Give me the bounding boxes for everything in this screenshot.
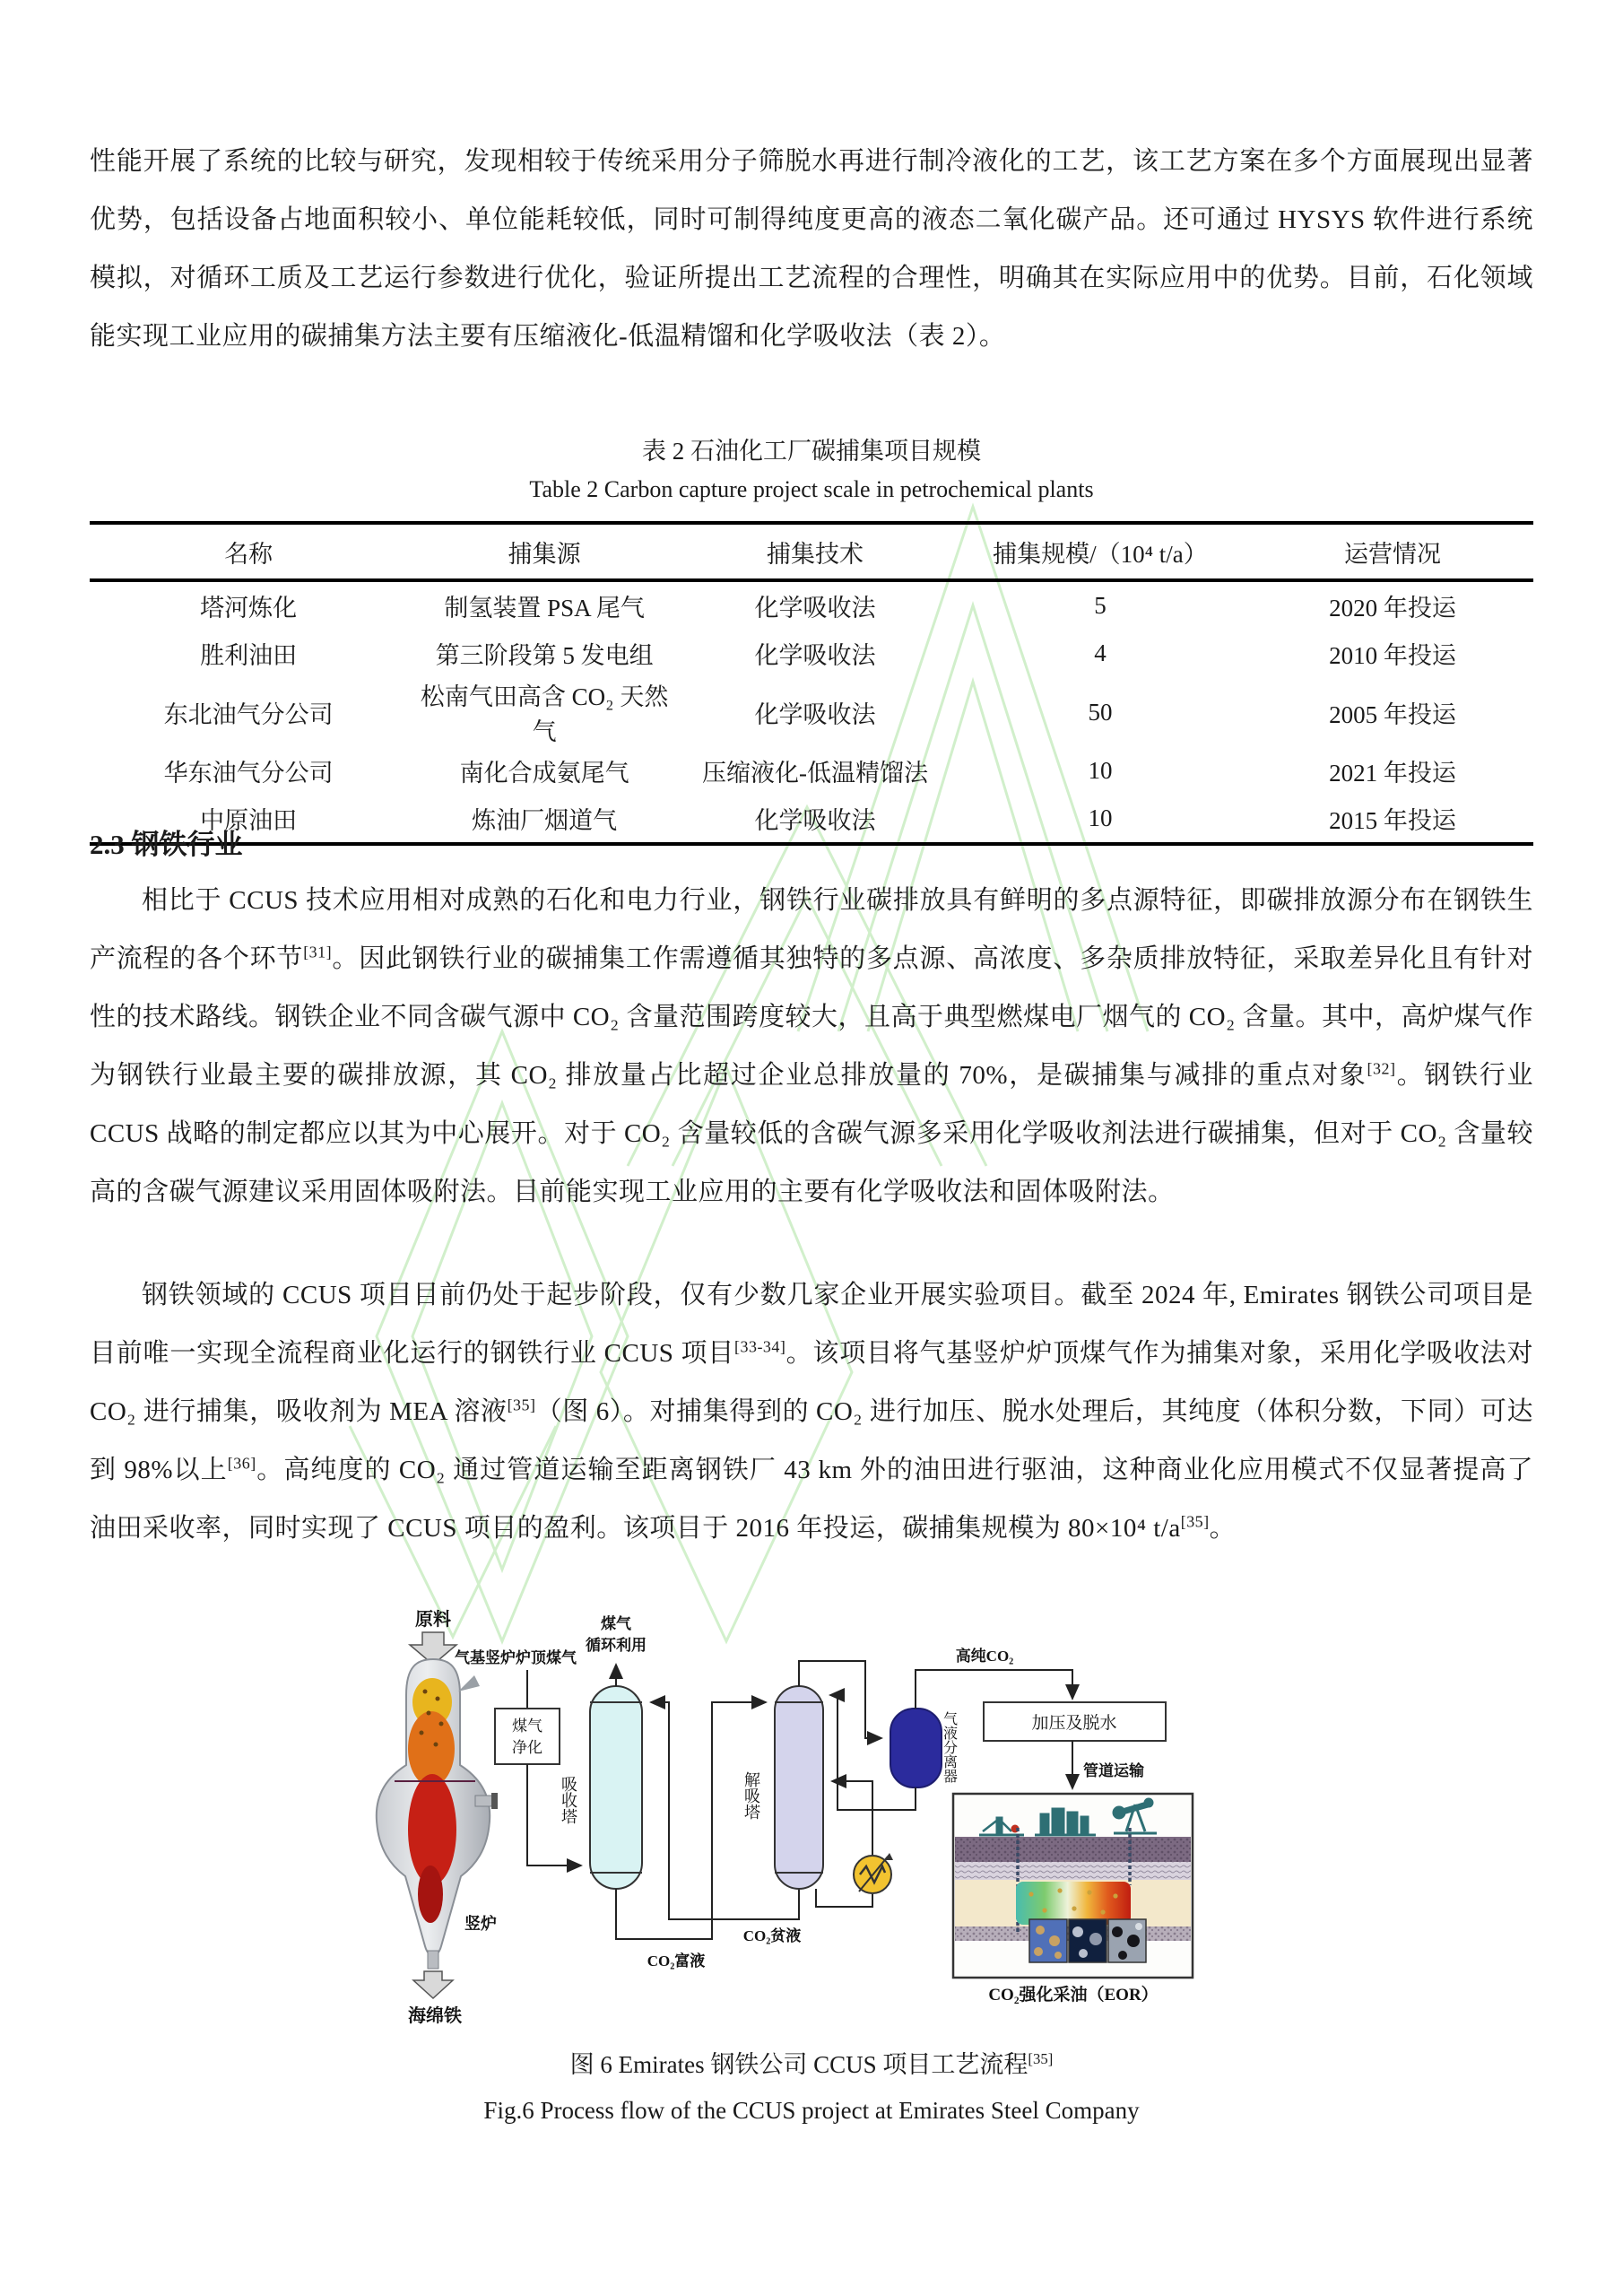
- cell: 制氢装置 PSA 尾气: [444, 595, 645, 622]
- pipeline-label: 管道运输: [1083, 1762, 1144, 1779]
- table-row: [90, 677, 1533, 747]
- cell: 化学吸收法: [754, 642, 876, 669]
- cell: 10: [1088, 804, 1113, 831]
- col-header-tech: 捕集技术: [681, 523, 949, 580]
- col-header-source: 捕集源: [407, 523, 681, 580]
- cell: 胜利油田: [200, 642, 298, 669]
- cell: 10: [1088, 757, 1113, 784]
- figure6-caption-zh: 图 6 Emirates 钢铁公司 CCUS 项目工艺流程[35]: [569, 2050, 1054, 2078]
- cell: 炼油厂烟道气: [472, 807, 618, 834]
- intro-paragraph: 性能开展了系统的比较与研究，发现相较于传统采用分子筛脱水再进行制冷液化的工艺，该工艺方案在多个方面展现出显著优势，包括设备占地面积较小、单位能耗较低，同时可制得纯度更高的液态二氧化碳产品。还可通过 HYSYS 软件进行系统模拟，对循环工质及工艺运行参数进行优化，验证所提出工艺流程的合理性，明确其在实际应用中的优势。目前，石化领域能实现工业应用的碳捕集方法主要有压缩液化-低温精馏和化学吸收法（表 2）。: [90, 147, 1533, 351]
- furnace-side-nozzle-tip: [491, 1793, 498, 1809]
- table-row: [90, 747, 1533, 795]
- gas-recycle-label-2: 循环利用: [586, 1637, 647, 1654]
- furnace-burden-darkred: [418, 1866, 443, 1923]
- table2-header-row: [90, 523, 1533, 580]
- gas-purification-unit: [495, 1670, 581, 1866]
- cell: 50: [1088, 698, 1113, 726]
- cell: 中原油田: [200, 807, 298, 834]
- lean-liquid-label: CO₂贫液: [742, 1927, 802, 1944]
- top-gas-label: 气基竖炉炉顶煤气: [455, 1649, 577, 1666]
- absorber-label: 吸收塔: [560, 1776, 577, 1824]
- separator-label: 气液分离器: [941, 1711, 957, 1783]
- eor-illustration: [953, 1794, 1193, 2005]
- cell: 华东油气分公司: [163, 760, 334, 787]
- pure-co2-label: 高纯CO₂: [955, 1648, 1014, 1665]
- discharge-arrow-icon: [413, 1971, 453, 1998]
- cell: 第三阶段第 5 发电组: [435, 642, 654, 669]
- rich-liquid-label: CO₂富液: [647, 1952, 706, 1970]
- reboiler-exchanger-group: [816, 1781, 893, 1907]
- cell: 2005 年投运: [1329, 700, 1456, 728]
- col-header-name: 名称: [90, 523, 407, 580]
- gas-purify-label-1: 煤气: [512, 1718, 542, 1735]
- gas-liquid-separator-vessel: [890, 1709, 942, 1787]
- desorber-column-group: [742, 1686, 823, 1889]
- cell: 2020 年投运: [1329, 595, 1456, 622]
- table2: [90, 521, 1533, 846]
- co2-plume: [1016, 1882, 1131, 1925]
- table2-caption-zh: 表 2 石油化工厂碳捕集项目规模: [642, 438, 981, 465]
- cell: 2010 年投运: [1329, 642, 1456, 669]
- cell: 南化合成氨尾气: [459, 760, 629, 787]
- cell: 2021 年投运: [1329, 760, 1456, 787]
- eor-caption: CO₂强化采油（EOR）: [988, 1986, 1159, 2005]
- section-heading-2-3: 2.3 钢铁行业: [90, 829, 243, 860]
- cell: 化学吸收法: [754, 595, 876, 622]
- compression-dehydration-label: 加压及脱水: [1031, 1714, 1117, 1733]
- shaft-furnace-label: 竖炉: [464, 1915, 497, 1933]
- table2-caption-en: Table 2 Carbon capture project scale in petrochemical plants: [529, 476, 1094, 502]
- table-row: [90, 580, 1533, 630]
- figure6-caption-en: Fig.6 Process flow of the CCUS project at Emirates Steel Company: [483, 2097, 1140, 2124]
- cell: 化学吸收法: [754, 700, 876, 728]
- top-gas-arrow-icon: [458, 1675, 480, 1692]
- col-header-status: 运营情况: [1252, 523, 1533, 580]
- section-paragraph-1: 相比于 CCUS 技术应用相对成熟的石化和电力行业，钢铁行业碳排放具有鲜明的多点源特征，即碳排放源分布在钢铁生产流程的各个环节[31]。因此钢铁行业的碳捕集工作需遵循其独特的多点源、高浓度、多杂质排放特征，采取差异化且有针对性的技术路线。钢铁企业不同含碳气源中 CO₂ 含量范围跨度较大，且高于典型燃煤电厂烟气的 CO₂ 含量。其中，高炉煤气作为钢铁行业最主要的碳排放源，其 CO₂ 排放量占比超过企业总排放量的 70%，是碳捕集与减排的重点对象[32]。钢铁行业 CCUS 战略的制定都应以其为中心展开。对于 CO₂ 含量较低的含碳气源多采用化学吸收剂法进行碳捕集，但对于 CO₂ 含量较高的含碳气源建议采用固体吸附法。目前能实现工业应用的主要有化学吸收法和固体吸附法。: [90, 886, 1533, 1206]
- gas-recycle-label-1: 煤气: [601, 1615, 631, 1632]
- cell: 塔河炼化: [200, 595, 298, 622]
- cell: 4: [1094, 639, 1107, 666]
- cell: 2015 年投运: [1329, 807, 1456, 834]
- furnace-side-nozzle: [475, 1796, 493, 1806]
- furnace-bottom-stem: [428, 1951, 438, 1969]
- cell: 松南气田高含 CO₂ 天然气: [420, 683, 669, 745]
- cell: 化学吸收法: [754, 807, 876, 834]
- desorber-vessel: [775, 1686, 823, 1889]
- shaft-furnace-illustration: [377, 1608, 577, 2026]
- cell: 压缩液化-低温精馏法: [702, 760, 928, 787]
- table-row: [90, 630, 1533, 677]
- desorber-label: 解吸塔: [742, 1771, 760, 1820]
- sponge-iron-label: 海绵铁: [408, 2006, 462, 2026]
- section-paragraph-2: 钢铁领域的 CCUS 项目目前仍处于起步阶段，仅有少数几家企业开展实验项目。截至 2024 年, Emirates 钢铁公司项目是目前唯一实现全流程商业化运行的钢铁行业 CCUS 项目[33-34]。该项目将气基竖炉炉顶煤气作为捕集对象，采用化学吸收法对 CO₂ 进行捕集，吸收剂为 MEA 溶液[35]（图 6）。对捕集得到的 CO₂ 进行加压、脱水处理后，其纯度（体积分数，下同）可达到 98%以上[36]。高纯度的 CO₂ 通过管道运输至距离钢铁厂 43 km 外的油田进行驱油，这种商业化应用模式不仅显著提高了油田采收率，同时实现了 CCUS 项目的盈利。该项目于 2016 年投运，碳捕集规模为 80×10⁴ t/a[35]。: [90, 1281, 1533, 1543]
- gas-purify-label-2: 净化: [512, 1739, 542, 1756]
- figure6-process-flow-diagram: [206, 1605, 1462, 2027]
- cell: 5: [1094, 592, 1107, 619]
- table-row: [90, 795, 1533, 844]
- cell: 东北油气分公司: [163, 700, 334, 728]
- absorber-vessel: [590, 1686, 642, 1889]
- raw-material-label: 原料: [415, 1610, 451, 1630]
- col-header-scale: 捕集规模/（10⁴ t/a）: [949, 523, 1252, 580]
